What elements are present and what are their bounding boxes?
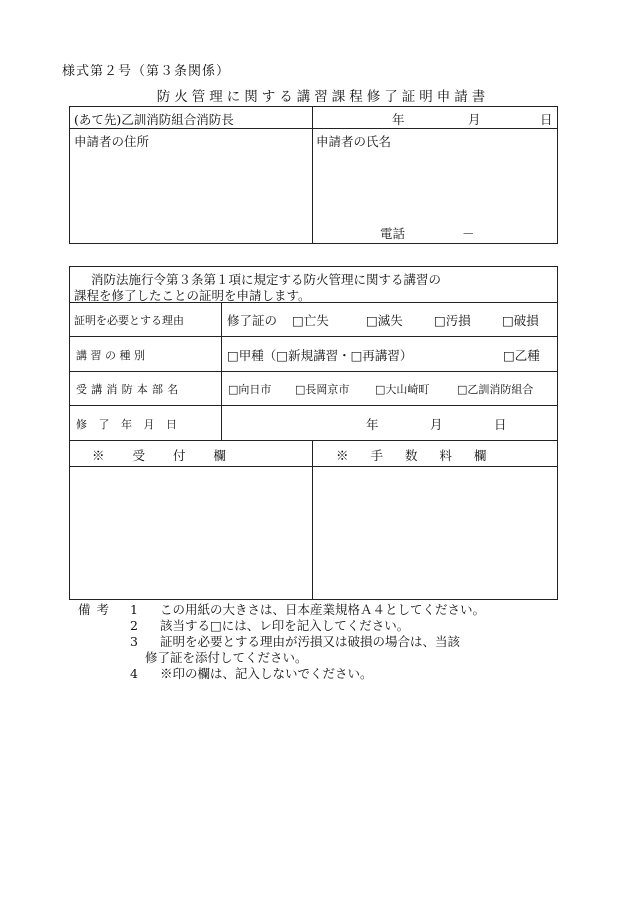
phone-dash: － [462, 226, 475, 241]
completion-month-label: 月 [430, 417, 443, 432]
reason-option-destroyed[interactable]: □滅失 [366, 313, 403, 328]
note-1-text: この用紙の大きさは、日本産業規格Ａ４としてください。 [160, 602, 486, 617]
note-2-number: 2 [130, 618, 138, 633]
addressee: (あて先)乙訓消防組合消防長 [74, 112, 234, 127]
fire-dept-option-nagaokakyo[interactable]: □長岡京市 [295, 383, 350, 396]
statement-line-2: 課程を修了したことの証明を申請します。 [74, 288, 311, 303]
course-option-otsu[interactable]: □乙種 [503, 348, 540, 363]
applicant-box-divider [69, 128, 558, 129]
date-day-label: 日 [540, 112, 553, 127]
date-month-label: 月 [468, 112, 481, 127]
reason-option-soiled[interactable]: □汚損 [434, 313, 471, 328]
reception-column-label: ※ 受 付 欄 [92, 448, 226, 463]
course-label-text: 講 習 の 種 別 [76, 349, 145, 362]
applicant-address-label: 申請者の住所 [74, 134, 150, 149]
row-divider-6 [69, 466, 558, 467]
completion-day-label: 日 [494, 417, 507, 432]
reason-prefix: 修了証の [227, 313, 278, 328]
completion-year-label: 年 [366, 417, 379, 432]
row-divider-4 [69, 405, 558, 406]
course-label [76, 347, 212, 363]
reason-option-damaged[interactable]: □破損 [502, 313, 539, 328]
form-number: 様式第２号（第３条関係） [62, 64, 231, 79]
row-divider-1 [69, 302, 558, 303]
row-divider-3 [69, 371, 558, 372]
course-option-kou[interactable]: □甲種（□新規講習・□再講習） [227, 348, 413, 363]
note-3-text: 証明を必要とする理由が汚損又は破損の場合は、当該 [160, 634, 461, 649]
completion-date-label: 修 了 年 月 日 [76, 418, 177, 431]
document-title: 防火管理に関する講習課程修了証明申請書 [156, 89, 490, 105]
notes-heading: 備考 [78, 602, 116, 617]
note-4-number: 4 [130, 666, 138, 681]
date-year-label: 年 [392, 112, 405, 127]
reason-label: 証明を必要とする理由 [74, 314, 184, 327]
fire-dept-option-otokuni[interactable]: □乙訓消防組合 [457, 383, 534, 396]
fire-dept-label: 受講消防本部名 [76, 383, 183, 396]
fire-dept-option-muko[interactable]: □向日市 [228, 383, 272, 396]
reason-option-loss[interactable]: □亡失 [292, 313, 329, 328]
note-1-number: 1 [130, 602, 138, 617]
statement-line-1: 消防法施行令第３条第１項に規定する防火管理に関する講習の [91, 272, 442, 287]
fee-column-label: ※ 手 数 料 欄 [336, 448, 487, 463]
applicant-name-label: 申請者の氏名 [316, 134, 392, 149]
note-4-text: ※印の欄は、記入しないでください。 [160, 666, 373, 681]
row-divider-5 [69, 440, 558, 441]
row-divider-2 [69, 336, 558, 337]
applicant-box-vertical [312, 106, 313, 244]
note-3-continuation: 修了証を添付してください。 [145, 650, 308, 665]
office-column-divider [312, 440, 313, 600]
note-3-number: 3 [130, 634, 138, 649]
label-column-divider [221, 302, 222, 440]
note-2-text: 該当する□には、レ印を記入してください。 [160, 618, 410, 633]
phone-label: 電話 [380, 226, 406, 241]
fire-dept-option-oyamazaki[interactable]: □大山崎町 [375, 383, 430, 396]
